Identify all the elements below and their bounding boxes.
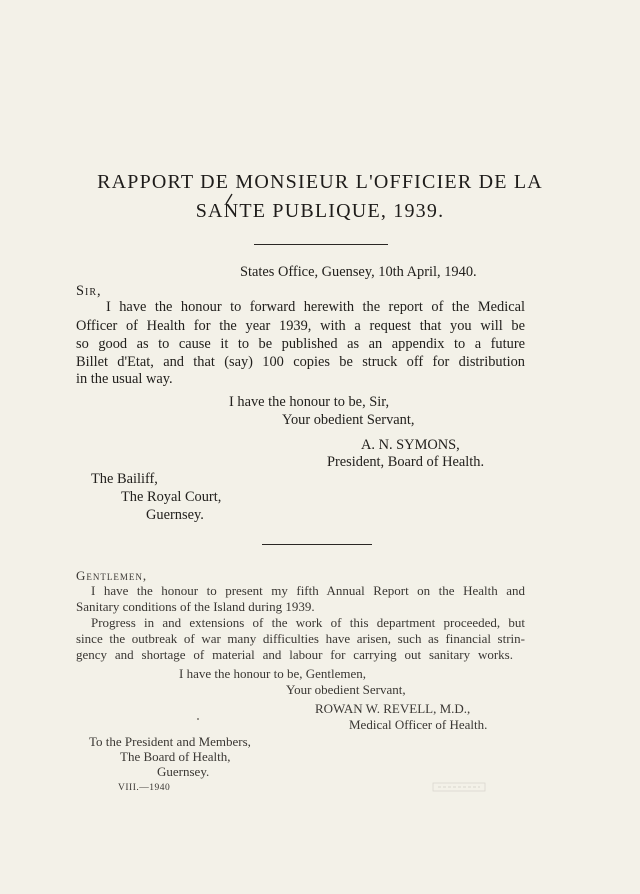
letter2-addressee-line: To the President and Members, xyxy=(89,734,251,749)
letter1-addressee-line: The Royal Court, xyxy=(121,489,222,505)
letter1-body-line: so good as to cause it to be published as an appendix to a future xyxy=(76,336,525,352)
faint-library-stamp xyxy=(432,781,486,793)
letter1-addressee-line: Guernsey. xyxy=(146,507,204,523)
letter2-body-line: Sanitary conditions of the Island during 1939. xyxy=(76,599,315,614)
letter2-closing-line: I have the honour to be, Gentlemen, xyxy=(179,666,366,681)
title-divider xyxy=(254,244,388,245)
report-title-line-2: SANTE PUBLIQUE, 1939. xyxy=(195,200,445,222)
letter1-addressee-line: The Bailiff, xyxy=(91,471,158,487)
letter1-closing-line: Your obedient Servant, xyxy=(282,412,415,428)
letter2-body-line: since the outbreak of war many difficulties have arisen, such as financial strin- xyxy=(76,631,525,646)
letter1-body-line: Officer of Health for the year 1939, with a request that you will be xyxy=(76,318,525,334)
letter2-closing-line: Your obedient Servant, xyxy=(286,682,406,697)
letter1-body-line: I have the honour to forward herewith the report of the Medical xyxy=(106,299,525,315)
letter2-body-line: I have the honour to present my fifth Annual Report on the Health and xyxy=(91,583,525,598)
section-divider xyxy=(262,544,372,545)
ink-speck xyxy=(197,718,199,720)
letter1-salutation: Sir, xyxy=(76,283,102,299)
letter1-signature-name: A. N. SYMONS, xyxy=(361,437,460,453)
letter2-signature-title: Medical Officer of Health. xyxy=(349,717,488,732)
letter2-addressee-line: The Board of Health, xyxy=(120,749,231,764)
printer-mark: VIII.—1940 xyxy=(118,783,171,793)
letter2-signature-name: ROWAN W. REVELL, M.D., xyxy=(315,701,471,716)
letter2-body-line: Progress in and extensions of the work of this department proceeded, but xyxy=(91,615,525,630)
letter1-body-line: Billet d'Etat, and that (say) 100 copies be struck off for distribution xyxy=(76,354,525,370)
letter2-salutation: Gentlemen, xyxy=(76,568,148,583)
letter1-closing-line: I have the honour to be, Sir, xyxy=(229,394,390,410)
letter2-body-line: gency and shortage of material and labour for carrying out sanitary works. xyxy=(76,647,513,662)
report-title-line-1: RAPPORT DE MONSIEUR L'OFFICIER DE LA xyxy=(97,171,543,193)
letter1-date: States Office, Guensey, 10th April, 1940. xyxy=(240,264,477,280)
letter1-signature-title: President, Board of Health. xyxy=(327,454,485,470)
letter1-body-line: in the usual way. xyxy=(76,371,173,387)
letter2-addressee-line: Guernsey. xyxy=(157,764,210,779)
